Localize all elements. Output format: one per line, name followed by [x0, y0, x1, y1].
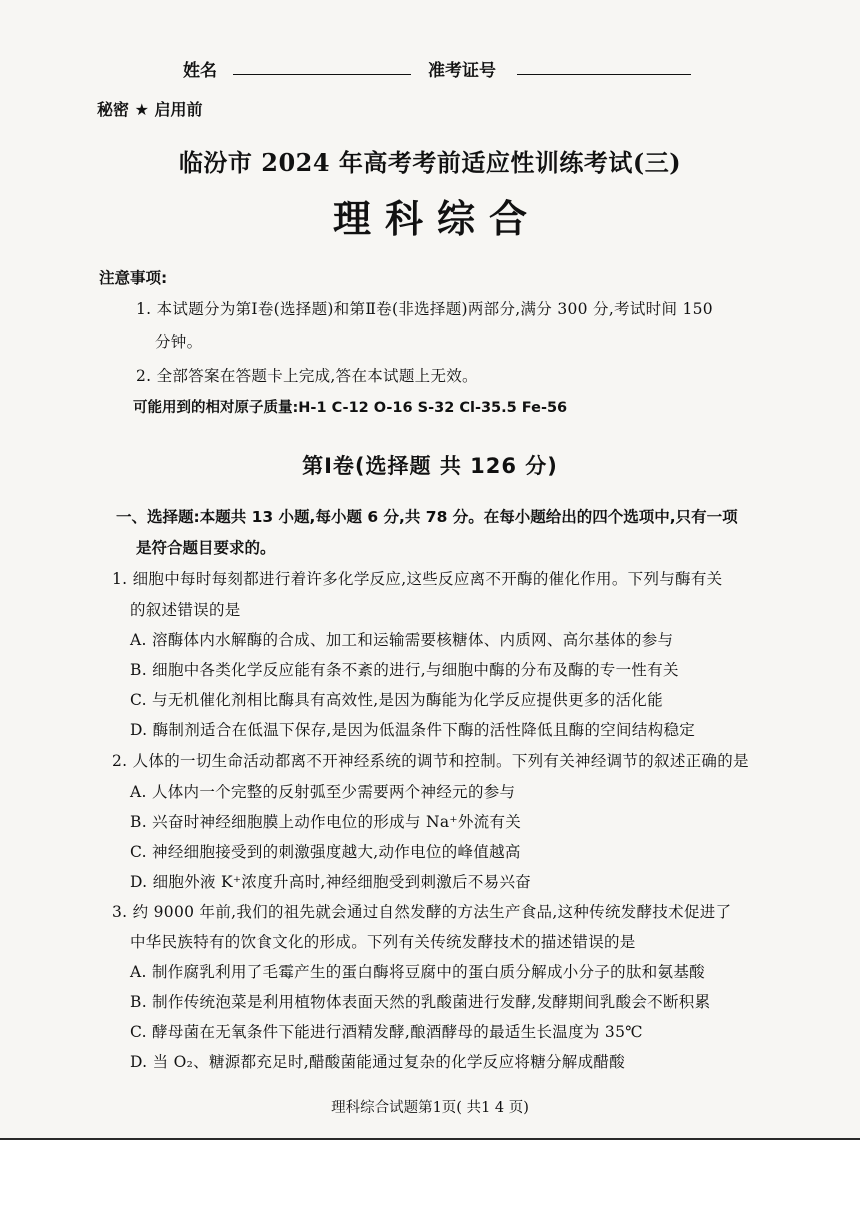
question-1-option-d: D. 酶制剂适合在低温下保存,是因为低温条件下酶的活性降低且酶的空间结构稳定	[130, 721, 696, 739]
id-label: 准考证号	[428, 61, 496, 81]
note-1: 1. 本试题分为第Ⅰ卷(选择题)和第Ⅱ卷(非选择题)两部分,满分 300 分,考试时间 150	[136, 300, 713, 318]
id-blank	[517, 58, 691, 75]
note-2: 2. 全部答案在答题卡上完成,答在本试题上无效。	[136, 367, 478, 385]
section-intro: 一、选择题:本题共 13 小题,每小题 6 分,共 78 分。在每小题给出的四个选项中,只有一项	[116, 508, 738, 526]
notes-heading: 注意事项:	[99, 269, 168, 287]
question-2-option-c: C. 神经细胞接受到的刺激强度越大,动作电位的峰值越高	[130, 843, 521, 861]
exam-title: 临汾市 2024 年高考考前适应性训练考试(三)	[178, 148, 682, 177]
question-3-option-a: A. 制作腐乳利用了毛霉产生的蛋白酶将豆腐中的蛋白质分解成小分子的肽和氨基酸	[130, 963, 705, 981]
page-edge	[0, 1138, 860, 1140]
secret-mark: 秘密 ★ 启用前	[97, 100, 203, 119]
question-2-option-b: B. 兴奋时神经细胞膜上动作电位的形成与 Na⁺外流有关	[130, 813, 522, 831]
name-blank	[233, 58, 411, 75]
subject-title: 理科综合	[332, 197, 541, 241]
question-3-option-b: B. 制作传统泡菜是利用植物体表面天然的乳酸菌进行发酵,发酵期间乳酸会不断积累	[130, 993, 711, 1011]
question-1-stem: 1. 细胞中每时每刻都进行着许多化学反应,这些反应离不开酶的催化作用。下列与酶有关	[112, 570, 723, 588]
atomic-mass-line: 可能用到的相对原子质量:H-1 C-12 O-16 S-32 Cl-35.5 Fe-56	[133, 400, 568, 416]
question-3-option-c: C. 酵母菌在无氧条件下能进行酒精发酵,酿酒酵母的最适生长温度为 35℃	[130, 1023, 643, 1041]
section-title: 第Ⅰ卷(选择题 共 126 分)	[302, 454, 558, 478]
question-3-stem-cont: 中华民族特有的饮食文化的形成。下列有关传统发酵技术的描述错误的是	[130, 933, 636, 951]
question-1-option-c: C. 与无机催化剂相比酶具有高效性,是因为酶能为化学反应提供更多的活化能	[130, 691, 663, 709]
question-1-stem-cont: 的叙述错误的是	[130, 601, 241, 619]
question-2-option-a: A. 人体内一个完整的反射弧至少需要两个神经元的参与	[130, 783, 516, 801]
question-1-option-b: B. 细胞中各类化学反应能有条不紊的进行,与细胞中酶的分布及酶的专一性有关	[130, 661, 679, 679]
question-2-stem: 2. 人体的一切生命活动都离不开神经系统的调节和控制。下列有关神经调节的叙述正确的是	[112, 752, 749, 770]
section-intro-cont: 是符合题目要求的。	[136, 539, 276, 557]
name-label: 姓名	[183, 61, 217, 81]
page-footer: 理科综合试题第1页( 共1 4 页)	[331, 1100, 529, 1116]
question-2-option-d: D. 细胞外液 K⁺浓度升高时,神经细胞受到刺激后不易兴奋	[130, 873, 532, 891]
question-3-option-d: D. 当 O₂、糖源都充足时,醋酸菌能通过复杂的化学反应将糖分解成醋酸	[130, 1053, 626, 1071]
question-3-stem: 3. 约 9000 年前,我们的祖先就会通过自然发酵的方法生产食品,这种传统发酵技术促进了	[112, 903, 732, 921]
note-1-cont: 分钟。	[155, 333, 203, 351]
question-1-option-a: A. 溶酶体内水解酶的合成、加工和运输需要核糖体、内质网、高尔基体的参与	[130, 631, 674, 649]
